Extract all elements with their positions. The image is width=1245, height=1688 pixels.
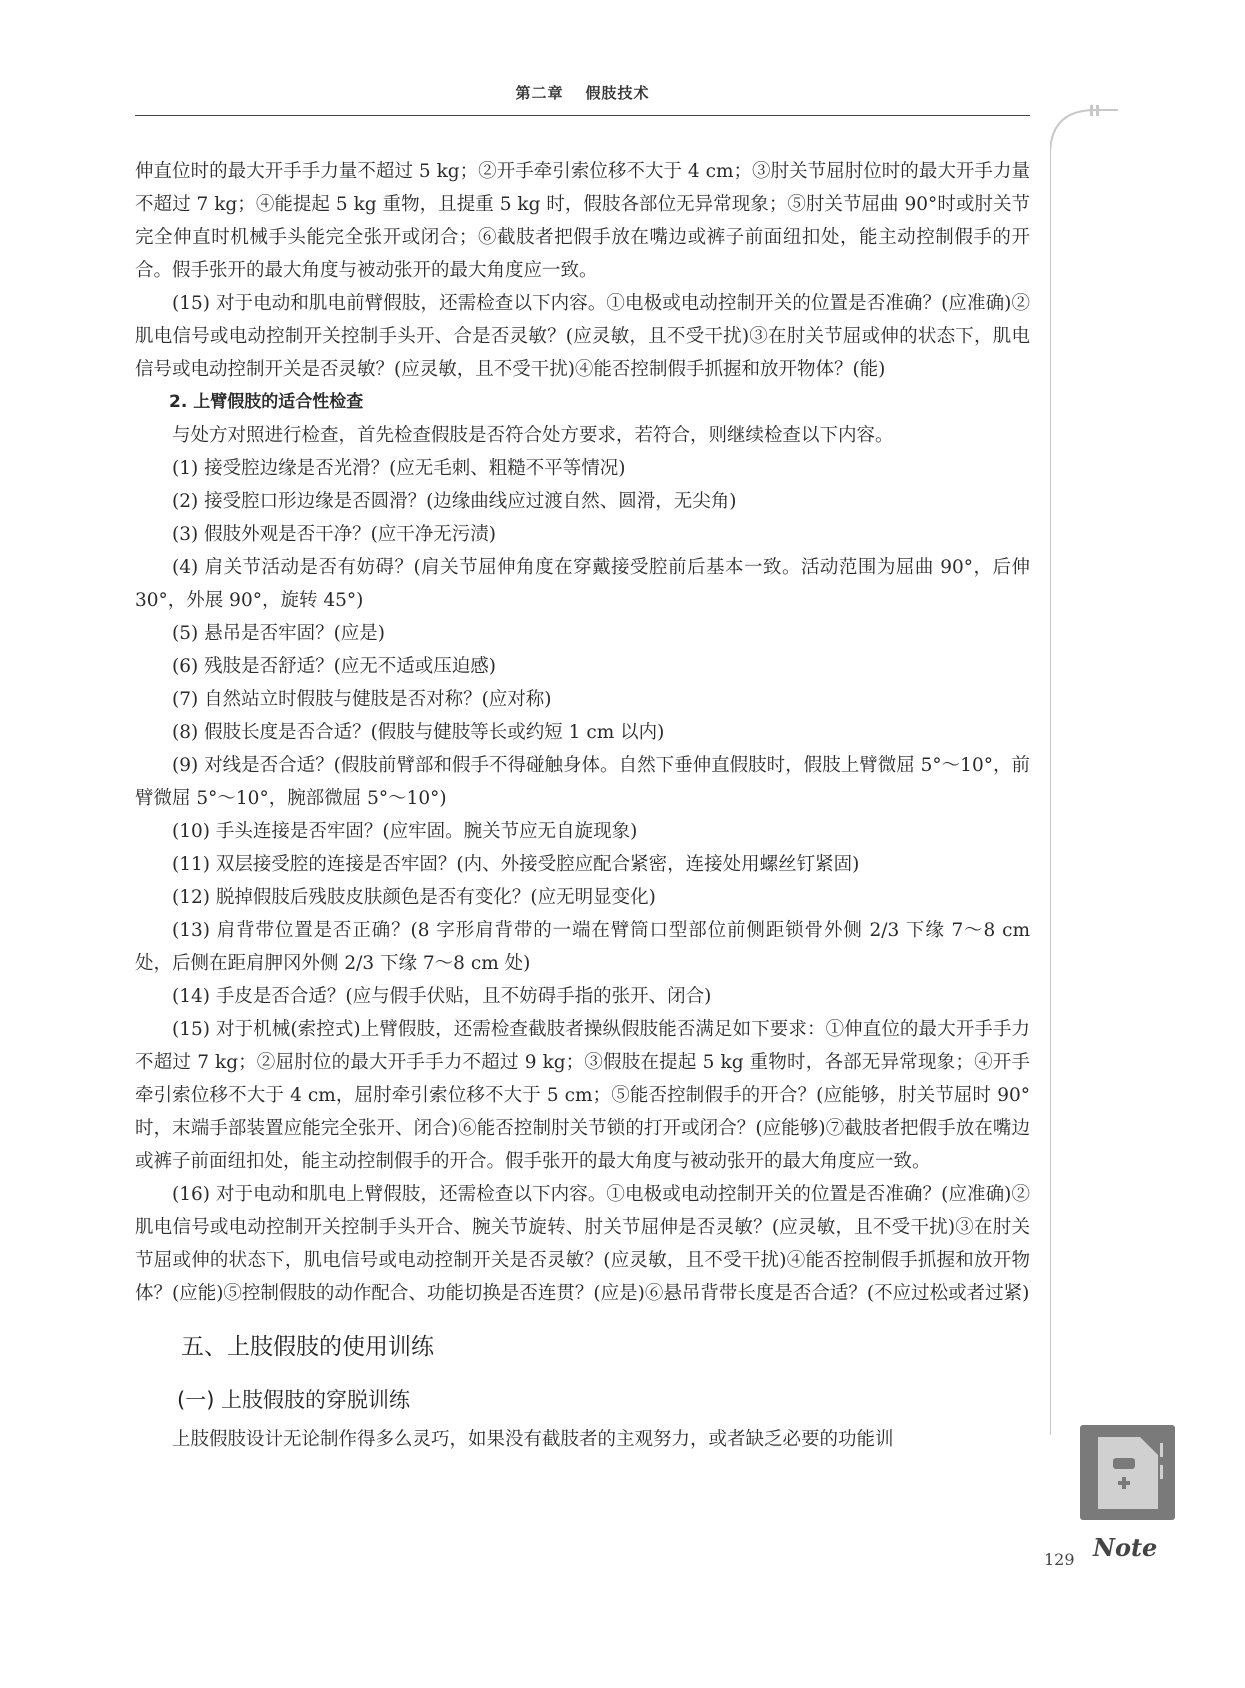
paragraph: 上肢假肢设计无论制作得多么灵巧，如果没有截肢者的主观努力，或者缺乏必要的功能训 <box>172 1429 894 1450</box>
list-item: (3) 假肢外观是否干净？(应干净无污渍) <box>172 524 497 545</box>
list-item: (7) 自然站立时假肢与健肢是否对称？(应对称) <box>172 689 552 710</box>
list-item: (6) 残肢是否舒适？(应无不适或压迫感) <box>172 656 497 677</box>
list-item: (5) 悬吊是否牢固？(应是) <box>172 623 386 644</box>
list-item: (13) 肩背带位置是否正确？(8 字形肩背带的一端在臂筒口型部位前侧距锁骨外侧 2/3 下缘 7～8 cm 处，后侧在距肩胛冈外侧 2/3 下缘 7～8 cm 处) <box>135 920 1030 974</box>
list-item: (11) 双层接受腔的连接是否牢固？(内、外接受腔应配合紧密，连接处用螺丝钉紧固) <box>172 854 860 875</box>
running-header <box>135 82 1030 103</box>
header-rule <box>135 115 1030 116</box>
list-item: (16) 对于电动和肌电上臂假肢，还需检查以下内容。①电极或电动控制开关的位置是否准确？(应准确)②肌电信号或电动控制开关控制手头开合、腕关节旋转、肘关节屈伸是否灵敏？(应灵敏，且不受干扰)③在肘关节屈或伸的状态下，肌电信号或电动控制开关是否灵敏？(应灵敏，且不受干扰)④能否控制假手抓握和放开物体？(应能)⑤控制假肢的动作配合、功能切换是否连贯？(应是)⑥悬吊背带长度是否合适？(不应过松或者过紧) <box>135 1184 1030 1304</box>
paragraph: (15) 对于电动和肌电前臂假肢，还需检查以下内容。①电极或电动控制开关的位置是否准确？(应准确)②肌电信号或电动控制开关控制手头开、合是否灵敏？(应灵敏，且不受干扰)③在肘关节屈或伸的状态下，肌电信号或电动控制开关是否灵敏？(应灵敏，且不受干扰)④能否控制假手抓握和放开物体？(能) <box>135 293 1030 380</box>
list-item: (15) 对于机械(索控式)上臂假肢，还需检查截肢者操纵假肢能否满足如下要求：①伸直位的最大开手手力不超过 7 kg；②屈肘位的最大开手手力不超过 9 kg；③假肢在提起 5 kg 重物时，各部无异常现象；④开手牵引索位移不大于 4 cm，屈肘牵引索位移不大于 5 cm；⑤能否控制假手的开合？(应能够，肘关节屈时 90°时，末端手部装置应能完全张开、闭合)⑥能否控制肘关节锁的打开或闭合？(应能够)⑦截肢者把假手放在嘴边或裤子前面纽扣处，能主动控制假手的开合。假手张开的最大角度与被动张开的最大角度应一致。 <box>135 1019 1030 1172</box>
list-item: (10) 手头连接是否牢固？(应牢固。腕关节应无自旋现象) <box>172 821 638 842</box>
section-heading: 2. 上臂假肢的适合性检查 <box>169 392 364 412</box>
page-number: 129 <box>1044 1550 1075 1569</box>
page-body <box>135 155 1030 1456</box>
list-item: (14) 手皮是否合适？(应与假手伏贴，且不妨碍手指的张开、闭合) <box>172 986 712 1007</box>
list-item: (9) 对线是否合适？(假肢前臂部和假手不得碰触身体。自然下垂伸直假肢时，假肢上臂微屈 5°～10°，前臂微屈 5°～10°，腕部微屈 5°～10°) <box>135 755 1030 809</box>
chapter-number: 第二章 <box>515 84 564 102</box>
chapter-title: 假肢技术 <box>585 84 650 102</box>
paragraph: 伸直位时的最大开手手力量不超过 5 kg；②开手牵引索位移不大于 4 cm；③肘关节屈肘位时的最大开手力量不超过 7 kg；④能提起 5 kg 重物，且提重 5 kg 时，假肢各部位无异常现象；⑤肘关节屈曲 90°时或肘关节完全伸直时机械手头能完全张开或闭合；⑥截肢者把假手放在嘴边或裤子前面纽扣处，能主动控制假手的开合。假手张开的最大角度与被动张开的最大角度应一致。 <box>135 161 1030 281</box>
list-item: (4) 肩关节活动是否有妨碍？(肩关节屈伸角度在穿戴接受腔前后基本一致。活动范围为屈曲 90°，后伸 30°，外展 90°，旋转 45°) <box>135 557 1030 611</box>
list-item: (8) 假肢长度是否合适？(假肢与健肢等长或约短 1 cm 以内) <box>172 722 665 743</box>
note-label: Note <box>1093 1533 1158 1562</box>
subsection-heading: (一) 上肢假肢的穿脱训练 <box>177 1388 411 1412</box>
list-item: (1) 接受腔边缘是否光滑？(应无毛刺、粗糙不平等情况) <box>172 458 626 479</box>
margin-decoration <box>1050 105 1120 1445</box>
chapter-section-heading: 五、上肢假肢的使用训练 <box>181 1334 434 1360</box>
list-item: (2) 接受腔口形边缘是否圆滑？(边缘曲线应过渡自然、圆滑，无尖角) <box>172 491 737 512</box>
list-item: (12) 脱掉假肢后残肢皮肤颜色是否有变化？(应无明显变化) <box>172 887 656 908</box>
paragraph: 与处方对照进行检查，首先检查假肢是否符合处方要求，若符合，则继续检查以下内容。 <box>172 425 894 446</box>
note-icon <box>1080 1425 1180 1525</box>
